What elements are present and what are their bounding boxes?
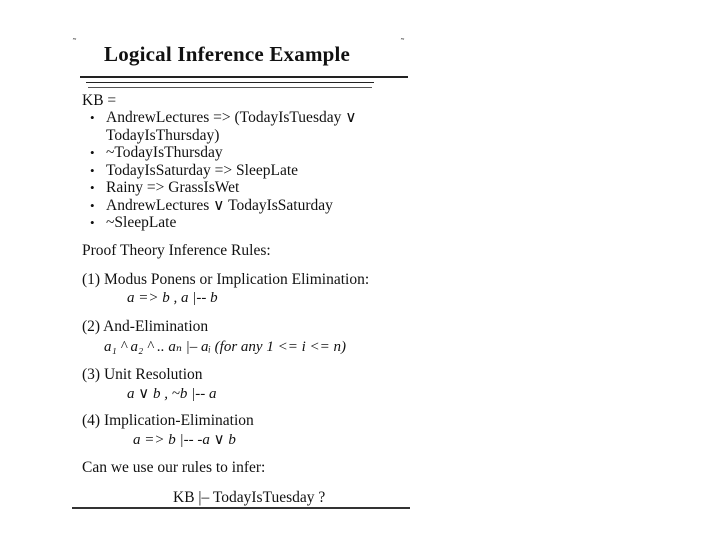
query-text: KB |– TodayIsTuesday ? xyxy=(173,489,326,506)
kb-item-text: Rainy => GrassIsWet xyxy=(106,179,240,196)
rules-heading: Proof Theory Inference Rules: xyxy=(82,242,271,259)
kb-item-text: AndrewLectures => (TodayIsTuesday ∨ TodayIsThursday) xyxy=(106,109,357,144)
corner-mark-left: ˜ xyxy=(72,38,77,49)
question-text: Can we use our rules to infer: xyxy=(82,459,266,476)
kb-item-text: ~TodayIsThursday xyxy=(106,144,223,161)
bottom-rule xyxy=(72,507,410,509)
title-underline-thick xyxy=(80,76,408,78)
bullet-icon: • xyxy=(90,110,95,125)
bullet-icon: • xyxy=(90,162,95,178)
kb-item xyxy=(90,109,410,144)
rule-2-label: (2) And-Elimination xyxy=(82,318,209,335)
rule-4-label: (4) Implication-Elimination xyxy=(82,412,254,429)
bullet-icon: • xyxy=(90,215,95,230)
kb-item xyxy=(90,197,410,215)
kb-item-text: AndrewLectures ∨ TodayIsSaturday xyxy=(106,196,333,214)
bullet-icon: • xyxy=(90,197,95,213)
title-underline-thin xyxy=(86,82,374,83)
kb-label: KB = xyxy=(82,92,117,109)
title-underline-thin-2 xyxy=(88,87,372,88)
rule-2-formula: a₁ ^ a₂ ^ .. aₙ |– aᵢ (for any 1 <= i <= n) xyxy=(104,339,346,355)
kb-item xyxy=(90,162,410,180)
corner-mark-right: ˜ xyxy=(400,38,405,49)
rule-1-label: (1) Modus Ponens or Implication Elimination: xyxy=(82,271,370,288)
slide-title: Logical Inference Example xyxy=(104,42,351,66)
kb-item-text: ~SleepLate xyxy=(106,214,177,231)
rule-4-formula: a => b |-- -a ∨ b xyxy=(133,432,236,448)
kb-list xyxy=(90,109,410,232)
rule-3-label: (3) Unit Resolution xyxy=(82,366,203,383)
kb-item xyxy=(90,214,410,232)
rule-1-formula: a => b , a |-- b xyxy=(127,290,218,306)
kb-item xyxy=(90,179,410,197)
bullet-icon: • xyxy=(90,180,95,195)
kb-item-text: TodayIsSaturday => SleepLate xyxy=(106,161,299,179)
kb-item xyxy=(90,144,410,162)
bullet-icon: • xyxy=(90,145,95,160)
rule-3-formula: a ∨ b , ~b |-- a xyxy=(127,386,217,402)
